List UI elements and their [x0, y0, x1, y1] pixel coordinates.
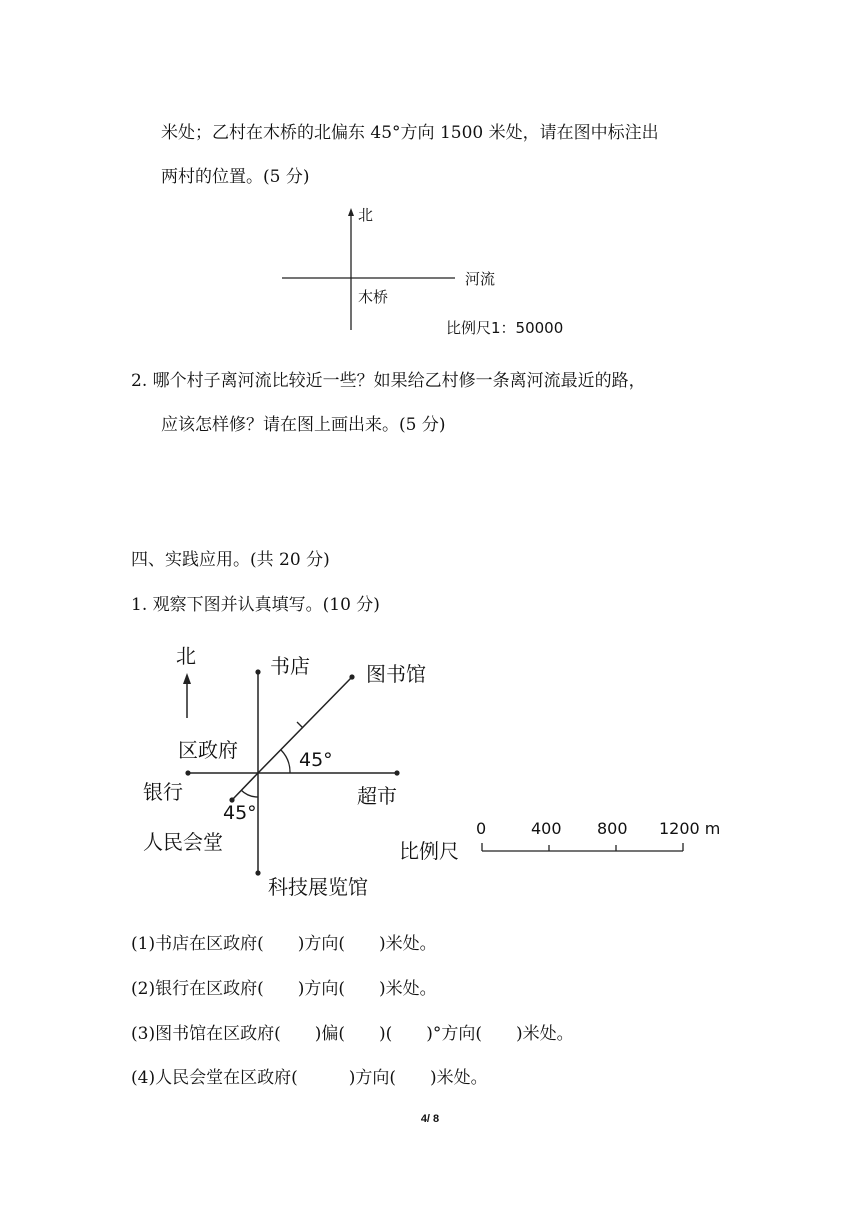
problem-text-line: 两村的位置。(5 分): [161, 167, 310, 187]
angle-label-ne: 45°: [299, 749, 333, 771]
question-2-line: 应该怎样修？请在图上画出来。(5 分): [161, 415, 446, 435]
page-number: 4/ 8: [420, 1113, 440, 1125]
fill-question: (2)银行在区政府( )方向( )米处。: [131, 979, 437, 999]
fill-question: (4)人民会堂在区政府( )方向( )米处。: [131, 1068, 488, 1088]
problem-text-line: 米处；乙村在木桥的北偏东 45°方向 1500 米处，请在图中标注出: [161, 123, 659, 143]
bank-label: 银行: [143, 780, 183, 804]
library-point: [349, 674, 354, 679]
scale-tick-label: 400: [531, 819, 562, 838]
question-2-line: 2. 哪个村子离河流比较近一些？如果给乙村修一条离河流最近的路，: [131, 371, 646, 391]
museum-point: [255, 870, 260, 875]
scale-tick-label: 1200 m: [659, 819, 721, 838]
scale-tick-label: 800: [597, 819, 628, 838]
fill-question: (1)书店在区政府( )方向( )米处。: [131, 934, 437, 954]
map-north-label: 北: [176, 644, 196, 668]
north-arrow-icon: [183, 673, 191, 684]
supermarket-point: [394, 770, 399, 775]
scale-tick-label: 0: [476, 819, 487, 838]
museum-label: 科技展览馆: [268, 875, 368, 899]
fill-question: (3)图书馆在区政府( )偏( )( )°方向( )米处。: [131, 1024, 574, 1044]
river-label: 河流: [465, 270, 496, 288]
angle-label-sw: 45°: [223, 802, 257, 824]
problem-1-heading: 1. 观察下图并认真填写。(10 分): [131, 595, 380, 615]
scale-bar-label: 比例尺: [399, 839, 459, 863]
north-label: 北: [358, 206, 374, 224]
library-label: 图书馆: [366, 662, 426, 686]
bookstore-point: [255, 669, 260, 674]
angle-arc-sw: [241, 790, 258, 797]
supermarket-label: 超市: [357, 784, 397, 808]
gov-label: 区政府: [178, 738, 238, 762]
bridge-label: 木桥: [358, 288, 389, 306]
scale-label: 比例尺1：50000: [446, 319, 564, 337]
section-heading: 四、实践应用。(共 20 分): [131, 550, 330, 570]
angle-arc-ne: [281, 750, 290, 773]
hall-label: 人民会堂: [143, 830, 223, 854]
bank-point: [185, 770, 190, 775]
tick-mark: [297, 722, 303, 728]
hall-line: [232, 773, 258, 800]
bookstore-label: 书店: [270, 654, 310, 678]
